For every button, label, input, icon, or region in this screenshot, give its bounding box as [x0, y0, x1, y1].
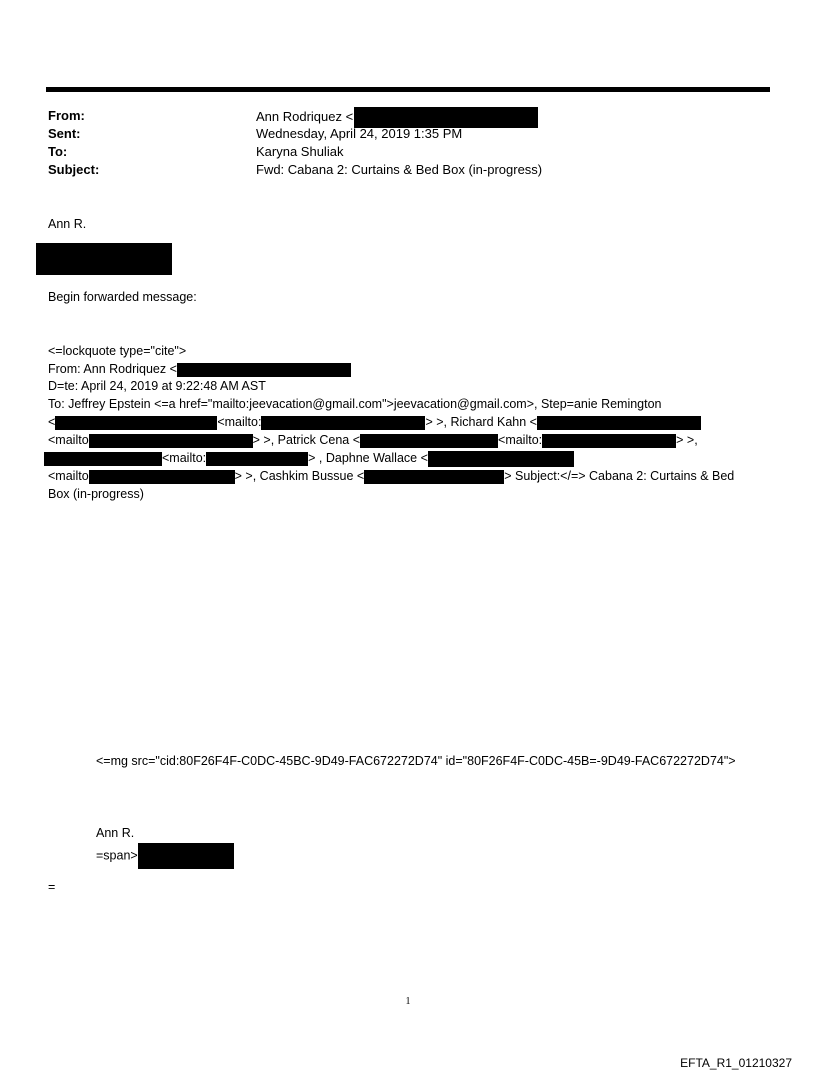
r4-c: > Subject:</=> Cabana 2: Curtains & Bed — [504, 469, 735, 483]
subject-label: Subject: — [48, 162, 100, 177]
fwd-date-line: D=te: April 24, 2019 at 9:22:48 AM AST — [48, 379, 266, 393]
r4-a: <mailto — [48, 469, 89, 483]
redaction — [138, 843, 234, 869]
recipients-line-1 — [48, 413, 701, 431]
r1-a: < — [48, 415, 56, 429]
redaction — [206, 452, 308, 466]
sent-value: Wednesday, April 24, 2019 1:35 PM — [256, 126, 463, 141]
r3-a: <mailto: — [162, 451, 207, 465]
page-number: 1 — [405, 996, 411, 1007]
r1-c: > >, Richard Kahn < — [425, 415, 537, 429]
redaction — [89, 470, 235, 484]
fwd-from-text: From: Ann Rodriquez < — [48, 362, 177, 376]
recipients-line-2 — [48, 431, 698, 449]
sent-label: Sent: — [48, 126, 81, 141]
redaction — [89, 434, 253, 448]
recipients-line-4 — [48, 467, 734, 485]
redaction — [44, 452, 162, 466]
redaction — [55, 416, 217, 430]
r2-c: <mailto: — [498, 433, 543, 447]
header-rule — [46, 87, 770, 92]
inner-signature: Ann R. — [96, 826, 135, 840]
r3-b: > , Daphne Wallace < — [308, 451, 428, 465]
redaction — [177, 363, 351, 377]
recipients-line-3 — [44, 449, 574, 467]
r1-b: <mailto: — [217, 415, 262, 429]
redaction — [542, 434, 676, 448]
to-value: Karyna Shuliak — [256, 144, 344, 159]
trailing-equals: = — [48, 880, 56, 894]
redaction — [261, 416, 425, 430]
blockquote-tag: <=lockquote type="cite"> — [48, 344, 187, 358]
r2-a: <mailto — [48, 433, 89, 447]
redaction — [428, 451, 574, 467]
span-tag-line — [96, 843, 234, 869]
from-label: From: — [48, 108, 85, 123]
redaction — [537, 416, 701, 430]
document-id: EFTA_R1_01210327 — [680, 1056, 792, 1070]
r2-d: > >, — [676, 433, 698, 447]
img-tag-line: <=mg src="cid:80F26F4F-C0DC-45BC-9D49-FAC672272D74" id="80F26F4F-C0DC-45B=-9D49-FAC672272D74"> — [96, 754, 736, 768]
redaction — [364, 470, 504, 484]
subject-value: Fwd: Cabana 2: Curtains & Bed Box (in-progress) — [256, 162, 543, 177]
fwd-to-line: To: Jeffrey Epstein <=a href="mailto:jeevacation@gmail.com">jeevacation@gmail.com>, Step=anie Remington — [48, 397, 662, 411]
redaction-block — [36, 243, 172, 275]
from-text: Ann Rodriquez < — [256, 108, 354, 124]
redaction — [360, 434, 498, 448]
forward-intro: Begin forwarded message: — [48, 290, 197, 304]
recipients-line-5: Box (in-progress) — [48, 487, 144, 501]
r2-b: > >, Patrick Cena < — [252, 433, 361, 447]
fwd-from-line — [48, 360, 351, 378]
signature-name: Ann R. — [48, 217, 87, 231]
r4-b: > >, Cashkim Bussue < — [234, 469, 365, 483]
to-label: To: — [48, 144, 68, 159]
span-tag: =span> — [96, 848, 138, 863]
